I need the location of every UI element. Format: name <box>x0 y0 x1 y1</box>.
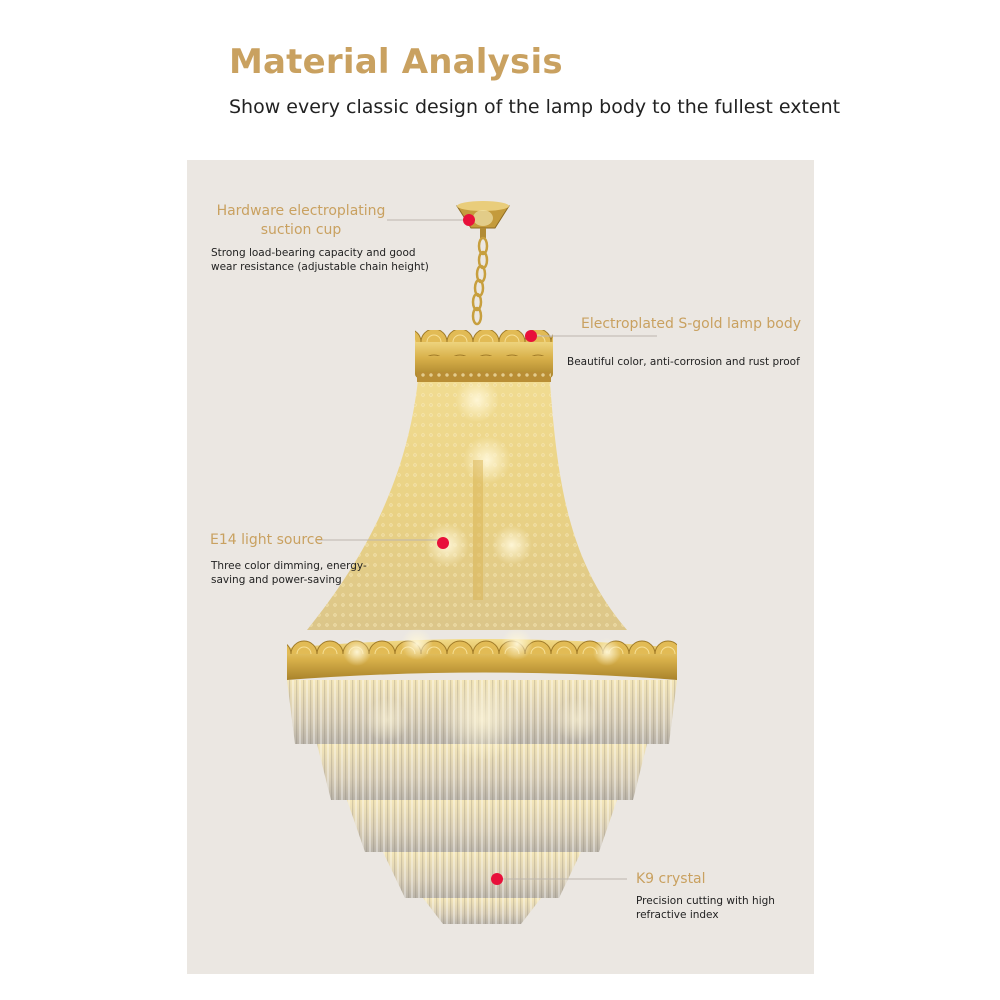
page-title: Material Analysis <box>229 42 563 82</box>
annotation-desc-line: Strong load-bearing capacity and good <box>211 247 416 259</box>
annotation-desc-line: Three color dimming, energy- <box>211 560 367 572</box>
annotation-title <box>210 531 323 550</box>
annotation-description <box>567 355 800 369</box>
annotation-desc-line: saving and power-saving <box>211 574 342 586</box>
annotation-title-line: Hardware electroplating <box>216 203 386 219</box>
annotation-title-line: Electroplated S-gold lamp body <box>581 316 802 332</box>
annotation-desc-line: Beautiful color, anti-corrosion and rust proof <box>567 356 800 368</box>
annotation-title-line: K9 crystal <box>636 871 706 887</box>
hanging-chain <box>473 238 487 324</box>
annotation-title-line: suction cup <box>260 222 342 238</box>
marker-lamp-body <box>525 330 537 342</box>
annotation-desc-line: refractive index <box>636 909 719 921</box>
annotation-desc-line: wear resistance (adjustable chain height) <box>211 261 429 273</box>
marker-light-source <box>437 537 449 549</box>
annotation-title <box>581 315 801 334</box>
k9-crystal-prism-tiers <box>287 680 677 924</box>
annotation-title <box>636 870 706 889</box>
annotation-description <box>636 894 775 922</box>
annotation-title <box>210 202 392 240</box>
middle-gold-band <box>287 628 677 680</box>
annotation-desc-line: Precision cutting with high <box>636 895 775 907</box>
marker-suction-cup <box>463 214 475 226</box>
annotation-title-line: E14 light source <box>210 532 324 548</box>
page-subtitle: Show every classic design of the lamp body to the fullest extent <box>229 96 841 118</box>
annotation-description <box>211 246 429 274</box>
annotation-description <box>211 559 367 587</box>
marker-k9-crystal <box>491 873 503 885</box>
